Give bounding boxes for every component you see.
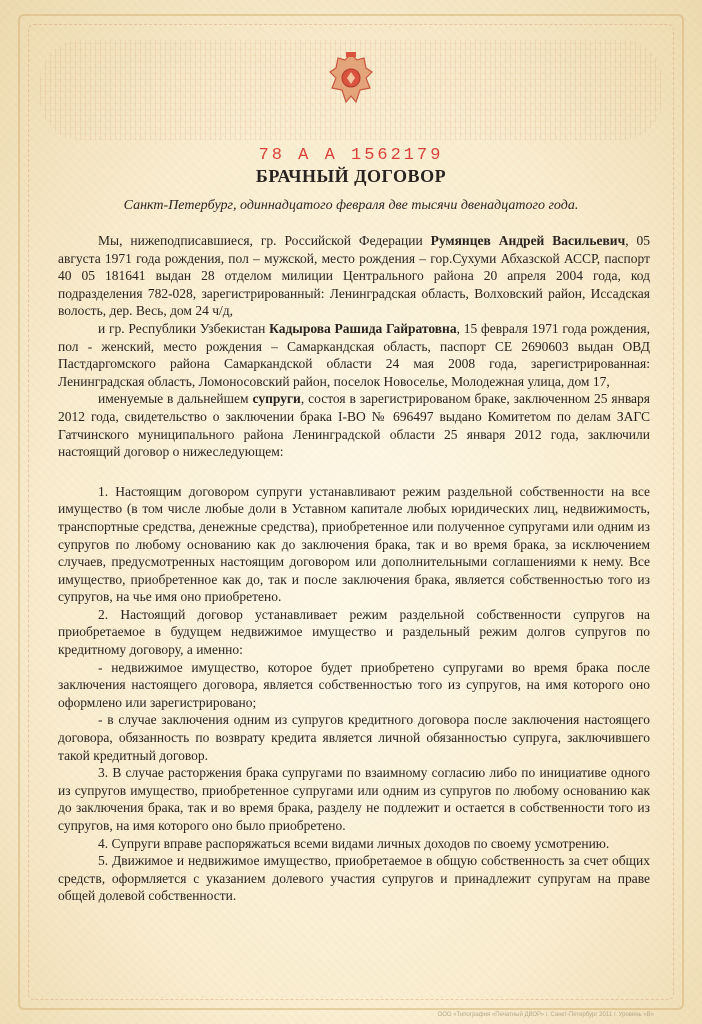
spouses-term: супруги xyxy=(252,391,301,407)
clause-3: 3. В случае расторжения брака супругами по взаимному согласию либо по инициативе одного из супругов имущество, приобретенное супругами или одним из супругов по любому основанию как до заключения брака, так и во время брака, разделу не подлежит и остается в собственности того из супругов, на имя которого оно было приобретено. xyxy=(58,765,650,833)
spouses-details: , состоя в зарегистрированом браке, заключенном 25 января 2012 года, свидетельство о заключении брака I-ВО № 696497 выдано Комитетом по делам ЗАГС Гатчинского муниципального района Ленинградской области 25 января 2012 года, заключили настоящий договор о нижеследующем: xyxy=(58,391,650,460)
spouses-paragraph xyxy=(58,390,650,460)
clause-4: 4. Супруги вправе распоряжаться всеми видами личных доходов по своему усмотрению. xyxy=(98,835,610,851)
clause-2: 2. Настоящий договор устанавливает режим раздельной собственности супругов на приобретаемое в будущем недвижимое имущество и раздельный режим долгов супругов по кредитному договору, а именно: xyxy=(58,606,650,658)
spacer xyxy=(58,461,650,483)
clause-2-item-b: - в случае заключения одним из супругов кредитного договора после заключения настоящего договора, обязанность по возврату кредита является личной обязанностью супруга, заключившего такой кредитный договор. xyxy=(58,712,650,763)
printer-note: ООО «Типография «Печатный ДВОР» г. Санкт-Петербург 2011 г. Уровень «В» xyxy=(437,1012,654,1018)
clause-5: 5. Движимое и недвижимое имущество, приобретаемое в общую собственность за счет общих средств, оформляется с указанием долевого участия супругов и принадлежит супругам на праве общей долевой собственности. xyxy=(58,853,650,904)
party-2-paragraph xyxy=(58,320,650,390)
spouses-intro: именуемые в дальнейшем xyxy=(98,391,253,407)
clause-2-item-a: - недвижимое имущество, которое будет приобретено супругами во время брака после заключения настоящего договора, является собственностью того из супругов, на имя которого оно оформлено или зарегистрировано; xyxy=(58,659,650,710)
place-and-date: Санкт-Петербург, одиннадцатого февраля две тысячи двенадцатого года. xyxy=(123,198,579,213)
party-1-intro: Мы, нижеподписавшиеся, гр. Российской Федерации xyxy=(98,233,431,248)
party-1-details: , 05 августа 1971 года рождения, пол – мужской, место рождения – гор.Сухуми Абхазской АССР, паспорт 40 05 181641 выдан 28 отделом милиции Центрального района 20 апреля 2004 года, код подразделения 782-028, зарегистрированный: Ленинградская область, Волховский район, Иссадская волость, дер. Весь, дом 24 ч/д, xyxy=(58,233,650,319)
party-2-name: Кадырова Рашида Гайратовна xyxy=(269,320,457,336)
party-2-intro: и гр. Республики Узбекистан xyxy=(98,320,270,336)
party-1-paragraph xyxy=(58,232,650,320)
serial-number: 78 А А 1562179 xyxy=(258,146,444,165)
party-2-details: , 15 февраля 1971 года рождения, пол - женский, место рождения – Самаркандская область, паспорт СЕ 2690603 выдан ОВД Пастдаргомского района Самаркандской области 24 мая 2008 года, зарегистрированная: Ленинградская область, Ломоносовский район, поселок Новоселье, Молодежная улица, дом 17, xyxy=(58,320,650,389)
document-title: БРАЧНЫЙ ДОГОВОР xyxy=(255,166,447,186)
coat-of-arms-icon xyxy=(326,50,376,110)
party-1-name: Румянцев Андрей Васильевич xyxy=(430,233,626,248)
clause-1: 1. Настоящим договором супруги устанавливают режим раздельной собственности на все имущество (в том числе любые доли в Уставном капитале любых юридических лиц, недвижимость, транспортные средства, денежные средства), приобретенное или полученное супругами или одним из супругов по любому основанию как до заключения брака, так и во время брака, за исключением случаев, предусмотренных настоящим договором или дополнительными соглашениями к нему. Все имущество, приобретенное как до, так и после заключения брака, является собственностью того из супругов, на чье имя оно приобретено. xyxy=(58,483,650,605)
contract-body xyxy=(58,232,650,905)
